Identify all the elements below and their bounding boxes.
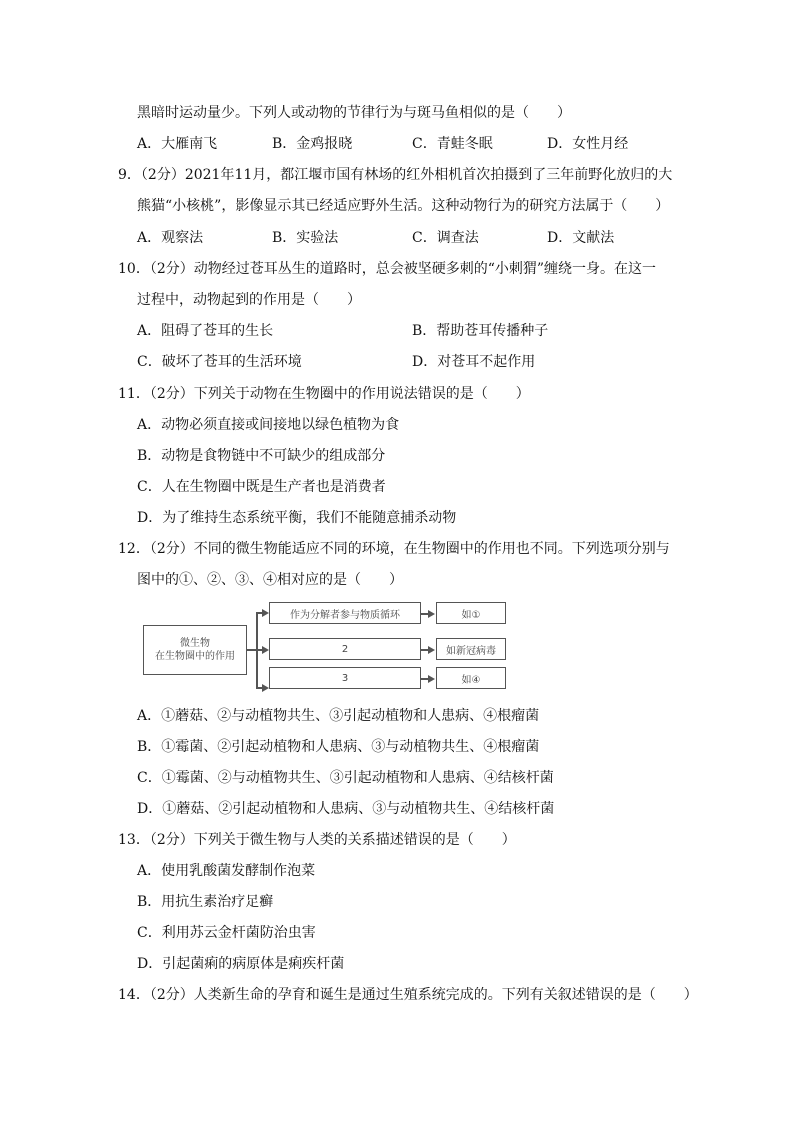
microbe-role-diagram	[143, 600, 508, 692]
q8-option-d: D．女性月经	[547, 136, 629, 152]
diagram-arrow	[428, 646, 435, 654]
q9-option-b: B．实验法	[272, 230, 339, 246]
q11-option-b: B．动物是食物链中不可缺少的组成部分	[137, 448, 386, 464]
q9-option-d: D．文献法	[547, 230, 615, 246]
q12-option-a: A．①蘑菇、②与动植物共生、③引起动植物和人患病、④根瘤菌	[137, 708, 540, 724]
diagram-mid-box-2-label: 2	[341, 643, 349, 655]
diagram-right-box-2-label: 如新冠病毒	[446, 645, 496, 657]
q10-option-d: D．对苍耳不起作用	[412, 354, 536, 370]
q8-option-c: C．青蛙冬眠	[412, 136, 493, 152]
q12-option-b: B．①霉菌、②引起动植物和人患病、③与动植物共生、④根瘤菌	[137, 739, 540, 755]
q13-option-b: B．用抗生素治疗足癣	[137, 894, 274, 910]
diagram-arrow	[428, 610, 435, 618]
q8-option-b: B．金鸡报晓	[272, 136, 353, 152]
diagram-right-box-1	[436, 602, 506, 624]
q13-option-c: C．利用苏云金杆菌防治虫害	[137, 925, 316, 941]
q12-stem-line1: 12．（2分）不同的微生物能适应不同的环境，在生物圈中的作用也不同。下列选项分别与	[118, 541, 670, 557]
q11-stem: 11．（2分）下列关于动物在生物圈中的作用说法错误的是（ ）	[118, 386, 530, 402]
diagram-right-box-1-label: 如①	[461, 609, 481, 621]
diagram-arrow	[262, 646, 269, 654]
q9-option-c: C．调查法	[412, 230, 479, 246]
diagram-mid-box-2	[269, 638, 421, 660]
q9-option-a: A．观察法	[137, 230, 204, 246]
q8-stem-tail: 黑暗时运动量少。下列人或动物的节律行为与斑马鱼相似的是（ ）	[137, 105, 571, 121]
diagram-center-box	[143, 625, 247, 675]
q11-option-d: D．为了维持生态系统平衡，我们不能随意捕杀动物	[137, 510, 457, 526]
q13-stem: 13．（2分）下列关于微生物与人类的关系描述错误的是（ ）	[118, 832, 516, 848]
q11-option-c: C．人在生物圈中既是生产者也是消费者	[137, 479, 386, 495]
q12-option-d: D．①蘑菇、②引起动植物和人患病、③与动植物共生、④结核杆菌	[137, 801, 555, 817]
q13-option-a: A．使用乳酸菌发酵制作泡菜	[137, 863, 316, 879]
q12-stem-line2: 图中的①、②、③、④相对应的是（ ）	[137, 572, 403, 588]
q10-option-a: A．阻碍了苍耳的生长	[137, 323, 274, 339]
diagram-center-line1: 微生物	[180, 638, 210, 649]
q10-stem-line1: 10．（2分）动物经过苍耳丛生的道路时，总会被坚硬多刺的“小刺猬”缠绕一身。在这一	[118, 261, 657, 277]
diagram-arrow	[262, 684, 269, 692]
q9-stem-line2: 熊猫“小核桃”，影像显示其已经适应野外生活。这种动物行为的研究方法属于（ ）	[137, 198, 670, 214]
q12-option-c: C．①霉菌、②与动植物共生、③引起动植物和人患病、④结核杆菌	[137, 770, 554, 786]
diagram-arrow	[262, 609, 269, 617]
diagram-right-box-3	[436, 667, 506, 689]
q10-stem-line2: 过程中，动物起到的作用是（ ）	[137, 292, 361, 308]
q8-option-a: A．大雁南飞	[137, 136, 218, 152]
q10-option-c: C．破坏了苍耳的生活环境	[137, 354, 302, 370]
q11-option-a: A．动物必须直接或间接地以绿色植物为食	[137, 417, 400, 433]
diagram-center-line2: 在生物圈中的作用	[155, 651, 235, 662]
diagram-right-box-2	[436, 638, 506, 660]
diagram-arrow	[428, 675, 435, 683]
q13-option-d: D．引起菌痢的病原体是痢疾杆菌	[137, 956, 345, 972]
q10-option-b: B．帮助苍耳传播种子	[412, 323, 549, 339]
diagram-right-box-3-label: 如④	[461, 674, 481, 686]
q14-stem: 14．（2分）人类新生命的孕育和诞生是通过生殖系统完成的。下列有关叙述错误的是（ ）	[118, 987, 698, 1003]
diagram-mid-box-1	[269, 602, 421, 624]
diagram-mid-box-1-label: 作为分解者参与物质循环	[290, 609, 400, 621]
diagram-mid-box-3-label: 3	[341, 672, 349, 684]
diagram-mid-box-3	[269, 667, 421, 689]
q9-stem-line1: 9．（2分）2021年11月，都江堰市国有林场的红外相机首次拍摄到了三年前野化放归的大	[118, 167, 673, 183]
